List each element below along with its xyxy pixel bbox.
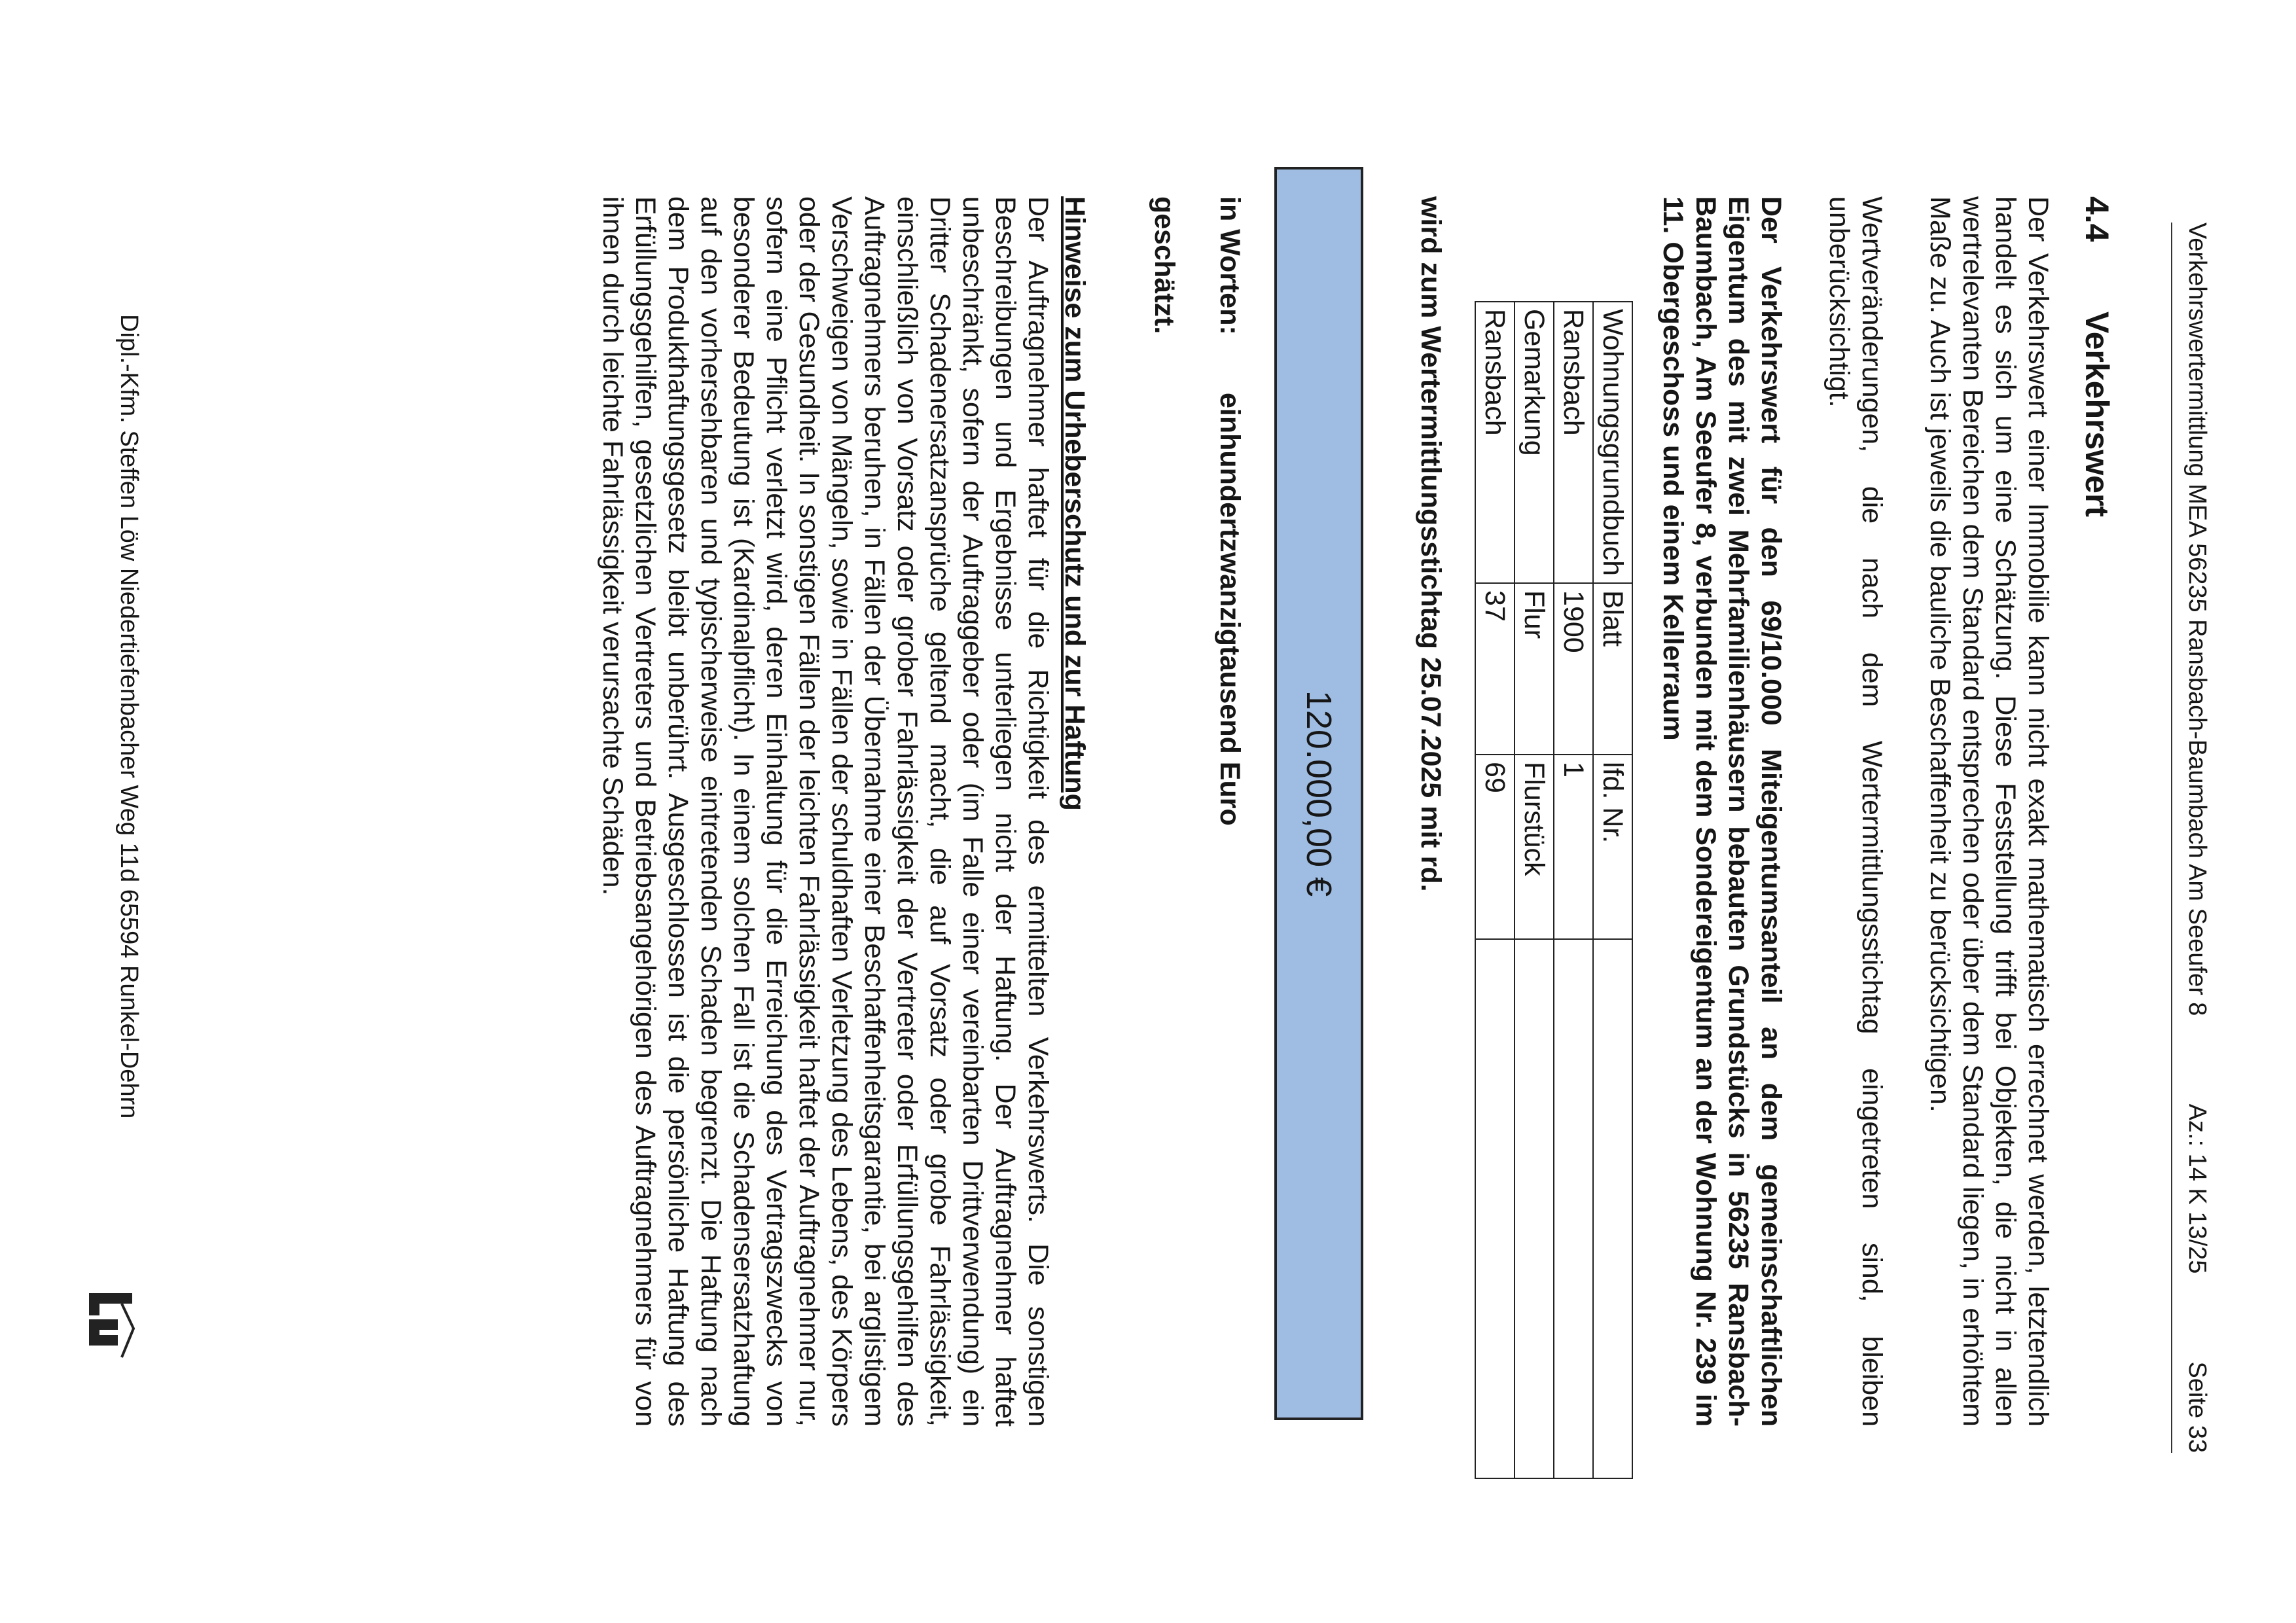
page-header — [2171, 223, 2211, 1453]
paragraph-wertveraenderungen: Wertveränderungen, die nach dem Wertermittlungsstichtag eingetreten sind, bleiben unberücksichtigt. — [1823, 196, 1888, 1427]
table-cell: Wohnungsgrundbuch — [1593, 302, 1632, 583]
land-register-table — [1475, 301, 1633, 1479]
header-address: Verkehrswertermittlung MEA 56235 Ransbach-Baumbach Am Seeufer 8 — [2183, 223, 2211, 1016]
hinweise-title: Hinweise zum Urheberschutz und zur Haftung — [1059, 196, 1090, 811]
stichtag-text: wird zum Wertermittlungsstichtag 25.07.2025 mit rd. — [1415, 196, 1446, 892]
hinweise-text: Der Auftragnehmer haftet für die Richtigkeit des ermittelten Verkehrswerts. Die sonstigen Beschreibungen und Ergebnisse unterliegen nicht der Haftung. Der Auftragnehmer haftet unbeschränkt, sofern der Auftraggeber oder (im Falle einer vereinbarten Drittverwendung) ein Dritter Schadenersatzansprüche geltend macht, die auf Vorsatz oder grobe Fahrlässigkeit, einschließlich von Vorsatz oder grober Fahrlässigkeit der Vertreter oder Erfüllungsgehilfen des Auftragnehmers beruhen, in Fällen der Übernahme einer Beschaffenheitsgarantie, bei arglistigem Verschweigen von Mängeln, sowie in Fällen der schuldhaften Verletzung des Lebens, des Körpers oder der Gesundheit. In sonstigen Fällen der leichten Fahrlässigkeit haftet der Auftragnehmer nur, sofern eine Pflicht verletzt wird, deren Einhaltung für die Erreichung des Vertragszwecks von besonderer Bedeutung ist (Kardinalpflicht). In einem solchen Fall ist die Schadensersatzhaftung auf den vorhersehbaren und typischerweise eintretenden Schaden begrenzt. Die Haftung nach dem Produkthaftungsgesetz bleibt unberührt. Ausgeschlossen ist die persönliche Haftung des Erfüllungsgehilfen, gesetzlichen Vertreters und Betriebsangehörigen des Auftragnehmers für von ihnen durch leichte Fahrlässigkeit verursachte Schäden. — [597, 196, 1054, 1427]
table-row — [1593, 302, 1632, 1478]
paragraph-verkehrswert-object: Der Verkehrswert für den 69/10.000 Miteigentumsanteil an dem gemeinschaftlichen Eigentum des mit zwei Mehrfamilienhäusern bebauten Grundstücks in 56235 Ransbach-Baumbach, Am Seeufer 8, verbunden mit dem Sondereigentum an der Wohnung Nr. 239 im 11. Obergeschoss und einem Kellerraum — [1657, 196, 1787, 1427]
in-worten-text: einhundertzwanzigtausend Euro — [1214, 393, 1246, 826]
page-content — [596, 196, 2116, 1427]
logo-icon — [81, 1289, 136, 1361]
section-heading — [2078, 196, 2116, 1427]
paragraph-schaetzung: Der Verkehrswert einer Immobilie kann nicht exakt mathematisch errechnet werden, letztendlich handelt es sich um eine Schätzung. Diese Feststellung trifft bei Objekten, die nicht in allen wertrelevanten Bereichen dem Standard entsprechen oder über dem Standard liegen, in erhöhtem Maße zu. Auch ist jeweils die bauliche Beschaffenheit zu berücksichtigen. — [1924, 196, 2054, 1427]
table-cell: 69 — [1475, 755, 1515, 939]
table-row — [1554, 302, 1593, 1478]
verkehrswert-value-box — [1274, 167, 1363, 1420]
table-cell-empty — [1475, 939, 1515, 1478]
verkehrswert-value: 120.000,00 € — [1299, 690, 1338, 897]
table-cell: Flurstück — [1515, 755, 1554, 939]
table-cell: Flur — [1515, 583, 1554, 755]
table-cell-empty — [1593, 939, 1632, 1478]
page-footer: Dipl.-Kfm. Steffen Löw Niedertiefenbacher Weg 11d 65594 Runkel-Dehrn — [115, 314, 143, 1119]
header-file-number: Az.: 14 K 13/25 — [2183, 1103, 2211, 1274]
section-number: 4.4 — [2079, 196, 2115, 242]
table-cell: lfd. Nr. — [1593, 755, 1632, 939]
table-cell: Ransbach — [1475, 302, 1515, 583]
table-row — [1475, 302, 1515, 1478]
in-worten-label: in Worten: — [1214, 196, 1246, 335]
geschaetzt-text: geschätzt. — [1149, 196, 1180, 334]
table-cell: Blatt — [1593, 583, 1632, 755]
table-row — [1515, 302, 1554, 1478]
section-title: Verkehrswert — [2079, 312, 2115, 518]
table-cell-empty — [1554, 939, 1593, 1478]
header-page-number: Seite 33 — [2183, 1361, 2211, 1453]
table-cell: 37 — [1475, 583, 1515, 755]
table-cell: Gemarkung — [1515, 302, 1554, 583]
table-cell: Ransbach — [1554, 302, 1593, 583]
table-cell: 1 — [1554, 755, 1593, 939]
table-cell-empty — [1515, 939, 1554, 1478]
table-cell: 1900 — [1554, 583, 1593, 755]
in-worten-line — [1213, 196, 1246, 1427]
